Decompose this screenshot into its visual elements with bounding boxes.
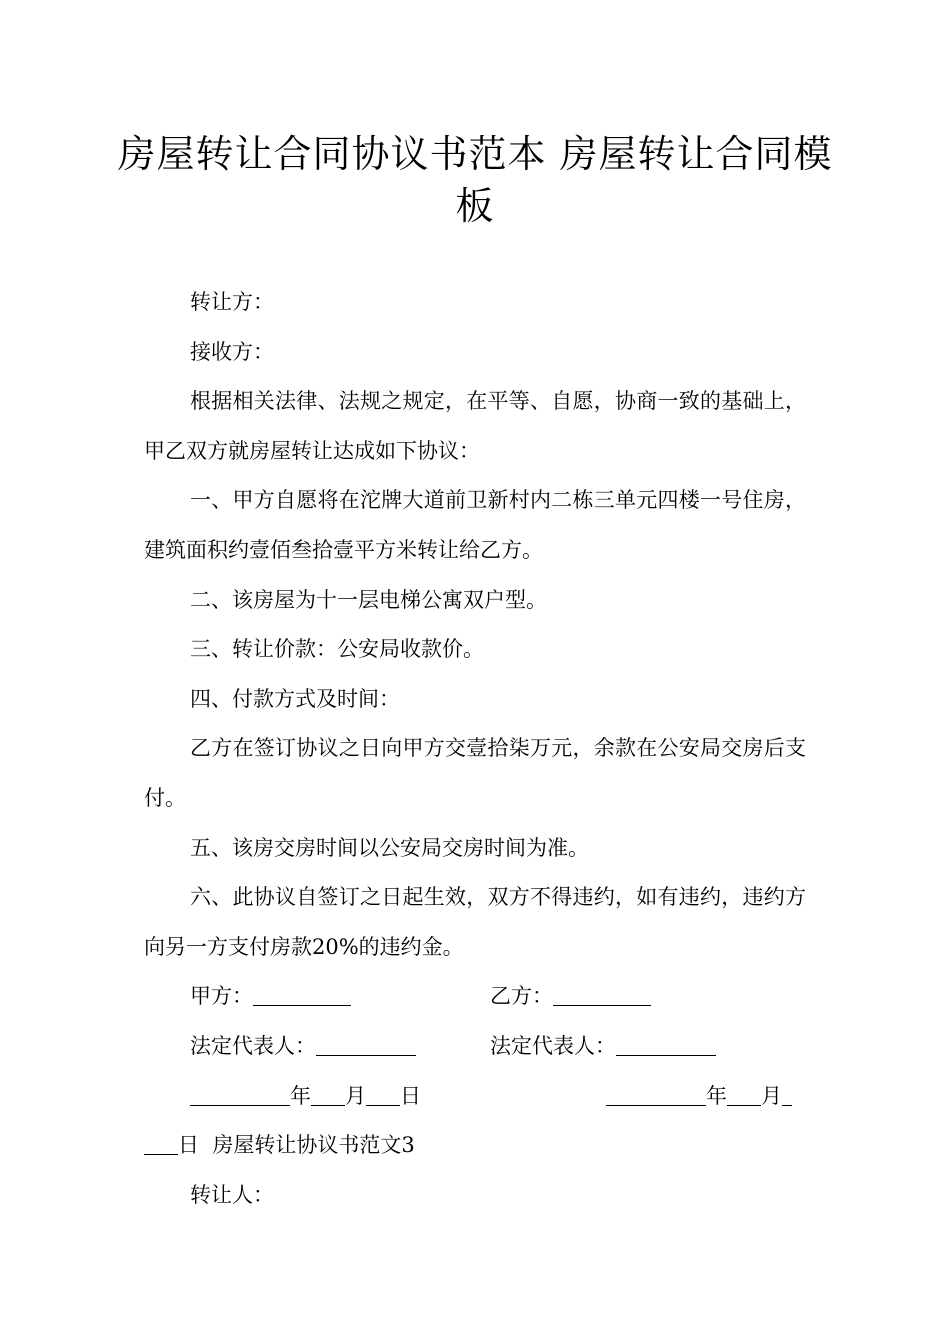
document-body: [144, 278, 806, 1220]
transferor-line: 转让方：: [190, 290, 274, 314]
receiver-line: 接收方：: [190, 339, 274, 364]
party-b-blank[interactable]: [553, 983, 651, 1006]
clause-4: 四、付款方式及时间：: [190, 686, 400, 711]
party-signature-row: [144, 972, 806, 1022]
year-b-blank[interactable]: [606, 1083, 706, 1106]
legal-rep-row: [144, 1022, 806, 1072]
year-a-blank[interactable]: [190, 1083, 290, 1106]
legal-rep-b-blank[interactable]: [616, 1033, 716, 1056]
clause-4-detail: 乙方在签订协议之日向甲方交壹拾柒万元，余款在公安局交房后支付。: [144, 736, 806, 810]
day-b-blank-part1[interactable]: [782, 1083, 792, 1106]
clause-6: 六、此协议自签订之日起生效，双方不得违约，如有违约，违约方向另一方支付房款20%的违约金。: [144, 885, 806, 959]
clause-3: 三、转让价款：公安局收款价。: [190, 637, 484, 662]
party-a-blank[interactable]: [253, 983, 351, 1006]
month-b-label: 月: [761, 1083, 782, 1108]
date-b: [606, 1072, 792, 1122]
day-a-blank[interactable]: [366, 1083, 400, 1106]
legal-rep-a-signature: [144, 1022, 490, 1072]
date-a: [190, 1072, 421, 1122]
party-a-label: 甲方：: [190, 984, 253, 1009]
legal-rep-a-blank[interactable]: [316, 1033, 416, 1056]
month-a-label: 月: [345, 1083, 366, 1108]
year-a-label: 年: [290, 1083, 311, 1108]
year-b-label: 年: [706, 1083, 727, 1108]
clause-1: 一、甲方自愿将在沱牌大道前卫新村内二栋三单元四楼一号住房，建筑面积约壹佰叁拾壹平方米转让给乙方。: [144, 488, 806, 562]
date-continuation-line: [144, 1121, 806, 1171]
intro-paragraph: 根据相关法律、法规之规定，在平等、自愿，协商一致的基础上，甲乙双方就房屋转让达成如下协议：: [144, 389, 806, 463]
document-title: 房屋转让合同协议书范本 房屋转让合同模板: [117, 132, 833, 228]
legal-rep-b-signature: [490, 1022, 716, 1072]
next-section-heading: 房屋转让协议书范文3: [212, 1133, 415, 1158]
month-b-blank[interactable]: [727, 1083, 761, 1106]
transferor-person-line: 转让人：: [190, 1182, 274, 1207]
date-row: [144, 1072, 806, 1122]
legal-rep-b-label: 法定代表人：: [490, 1033, 616, 1058]
day-a-label: 日: [400, 1083, 421, 1108]
party-b-signature: [490, 972, 651, 1022]
clause-2: 二、该房屋为十一层电梯公寓双户型。: [190, 587, 547, 612]
month-a-blank[interactable]: [311, 1083, 345, 1106]
day-b-label: 日: [178, 1133, 199, 1158]
clause-5: 五、该房交房时间以公安局交房时间为准。: [190, 835, 589, 860]
day-b-blank-part2[interactable]: [144, 1132, 178, 1155]
party-b-label: 乙方：: [490, 984, 553, 1009]
party-a-signature: [144, 972, 490, 1022]
legal-rep-a-label: 法定代表人：: [190, 1033, 316, 1058]
